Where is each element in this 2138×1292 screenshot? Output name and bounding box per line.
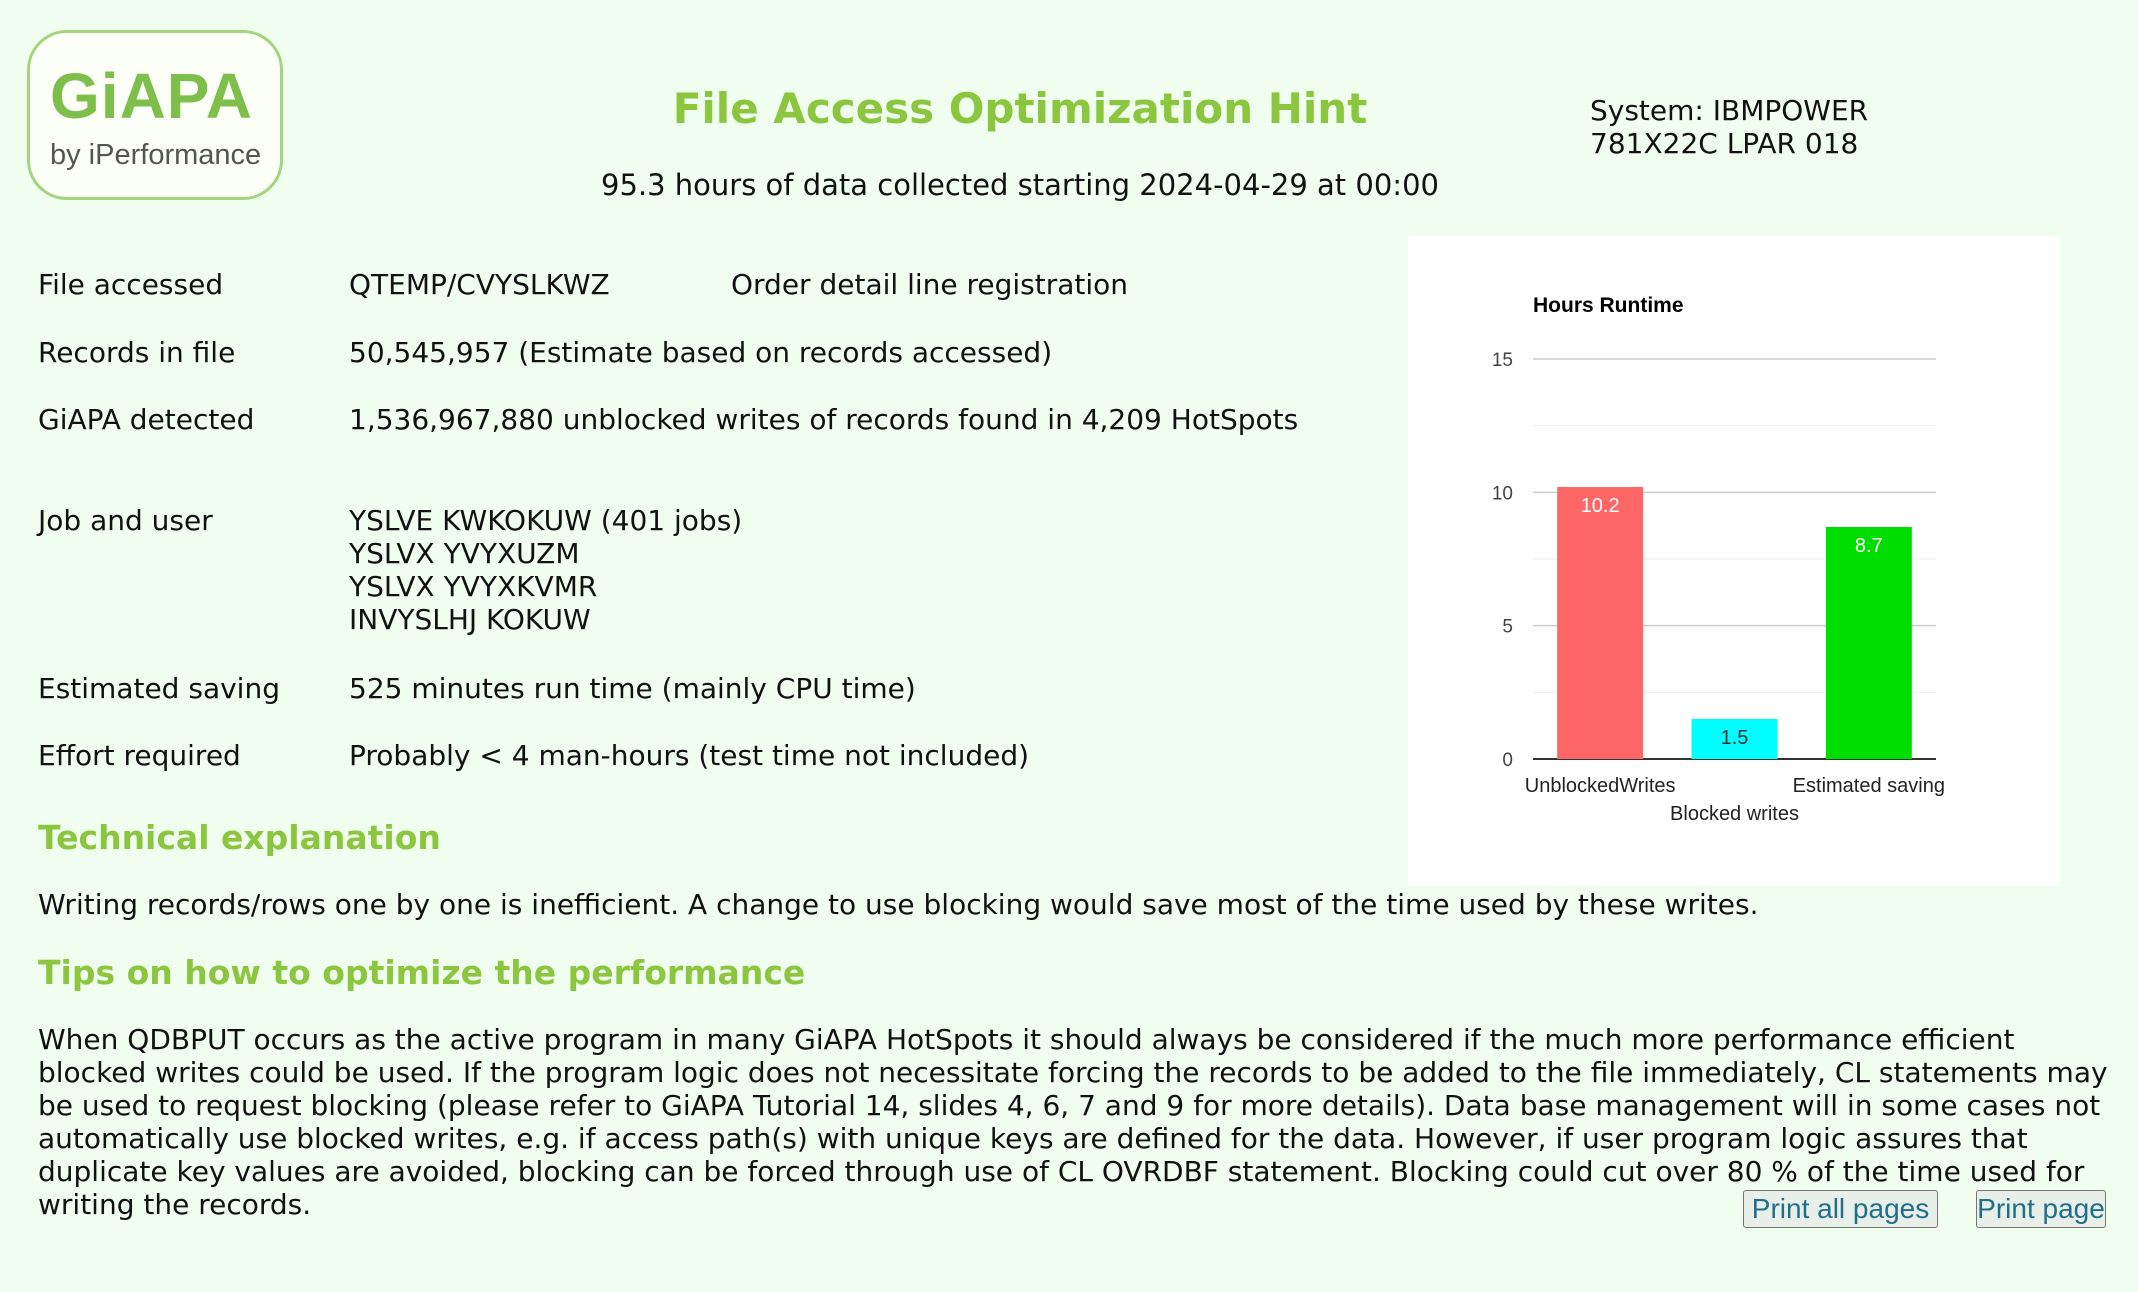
- job-item: YSLVX YVYXUZM: [349, 537, 580, 570]
- bar-data-label: 8.7: [1854, 535, 1883, 557]
- records-value: 50,545,957 (Estimate based on records accessed): [349, 336, 1053, 369]
- bar-data-label: 10.2: [1580, 495, 1620, 517]
- file-description: Order detail line registration: [731, 268, 1129, 301]
- y-tick-label: 5: [1502, 616, 1513, 638]
- hours-runtime-chart: [1408, 236, 2060, 886]
- saving-label: Estimated saving: [38, 672, 280, 705]
- system-info: [1590, 94, 1868, 160]
- job-user-label: Job and user: [38, 504, 213, 537]
- records-label: Records in file: [38, 336, 236, 369]
- file-accessed-value: QTEMP/CVYSLKWZ: [349, 268, 610, 301]
- bar: [1557, 487, 1643, 759]
- x-category-label: Blocked writes: [1670, 803, 1799, 825]
- tips-heading: Tips on how to optimize the performance: [38, 953, 806, 992]
- job-list: [349, 504, 742, 636]
- y-tick-label: 10: [1491, 483, 1513, 505]
- system-name: System: IBMPOWER: [1590, 94, 1869, 127]
- detected-value: 1,536,967,880 unblocked writes of records found in 4,209 HotSpots: [349, 403, 1299, 436]
- saving-value: 525 minutes run time (mainly CPU time): [349, 672, 916, 705]
- job-item: INVYSLHJ KOKUW: [349, 603, 591, 636]
- system-lpar: 781X22C LPAR 018: [1590, 127, 1859, 160]
- job-item: YSLVX YVYXKVMR: [349, 570, 598, 603]
- bar: [1826, 527, 1912, 759]
- x-category-label: Estimated saving: [1792, 775, 1945, 797]
- data-collection-subtitle: 95.3 hours of data collected starting 2024-04-29 at 00:00: [601, 168, 1439, 202]
- file-accessed-label: File accessed: [38, 268, 224, 301]
- effort-value: Probably < 4 man-hours (test time not included): [349, 739, 1030, 772]
- effort-label: Effort required: [38, 739, 241, 772]
- page-title: File Access Optimization Hint: [672, 84, 1368, 133]
- detected-label: GiAPA detected: [38, 403, 255, 436]
- job-item: YSLVE KWKOKUW (401 jobs): [349, 504, 743, 537]
- technical-text: Writing records/rows one by one is inefficient. A change to use blocking would save most of the time used by these writes.: [38, 888, 1759, 921]
- tips-text: When QDBPUT occurs as the active program in many GiAPA HotSpots it should always be considered if the much more performance efficient blocked writes could be used. If the program logic does not necessitate forcing the records to be added to the file immediately, CL statements may be used to request blocking (please refer to GiAPA Tutorial 14, slides 4, 6, 7 and 9 for more details). Data base management will in some cases not automatically use blocked writes, e.g. if access path(s) with unique keys are defined for the data. However, if user program logic assures that duplicate key values are avoided, blocking can be forced through use of CL OVRDBF statement. Blocking could cut over 80 % of the time used for writing the records.: [38, 1023, 2108, 1221]
- chart-svg: [1408, 236, 2060, 886]
- logo-subtext: by iPerformance: [50, 139, 262, 171]
- y-tick-label: 0: [1502, 750, 1513, 771]
- technical-heading: Technical explanation: [38, 818, 441, 857]
- x-category-label: UnblockedWrites: [1524, 775, 1676, 797]
- y-tick-label: 15: [1491, 350, 1513, 371]
- logo-text: GiAPA: [50, 60, 253, 132]
- bar-data-label: 1.5: [1720, 727, 1749, 749]
- print-page-button[interactable]: Print page: [1976, 1190, 2106, 1228]
- print-all-pages-button[interactable]: Print all pages: [1743, 1190, 1938, 1228]
- chart-title: Hours Runtime: [1533, 294, 1684, 317]
